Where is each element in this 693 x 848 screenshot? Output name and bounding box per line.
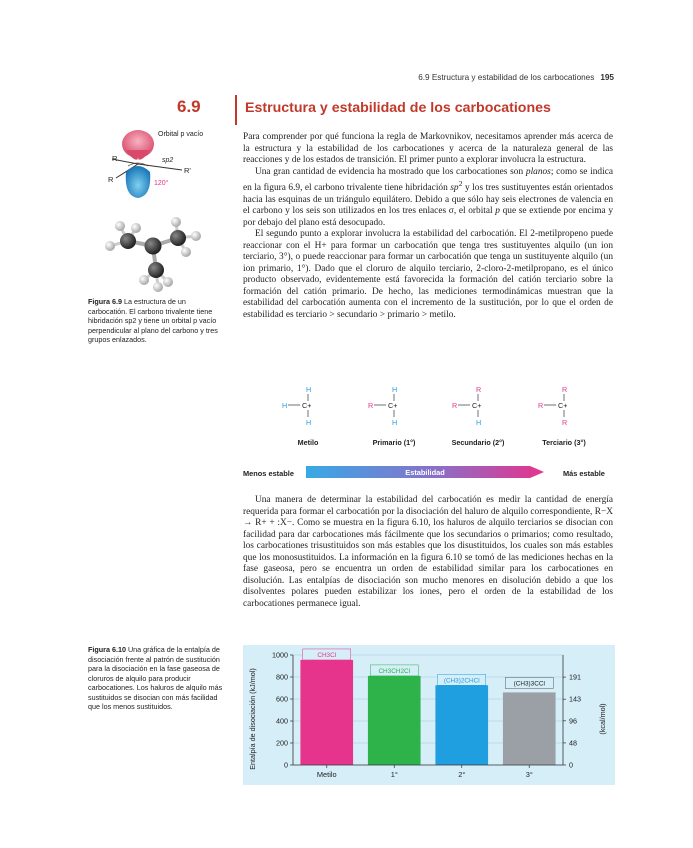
y-tick-label-right: 96: [569, 716, 577, 726]
methyl-left-sub: H: [282, 401, 288, 410]
figure-6-10-caption: [88, 645, 228, 712]
y-tick-label-left: 800: [276, 672, 288, 682]
x-tick-label-0: Metilo: [316, 770, 337, 779]
primary-label: Primario (1°): [372, 438, 416, 447]
tertiary-bottom-sub: R: [562, 418, 568, 427]
figure-6-9-text: La estructura de un carbocatión. El carbono trivalente tiene hibridación sp2 y tiene un orbital p vacío perpendicular al plano del carbono y tres grupos enlazados.: [88, 297, 218, 344]
x-tick-label-1: 1°: [390, 770, 398, 779]
x-tick-label-2: 2°: [458, 770, 466, 779]
figure-6-9-title: Figura 6.9: [88, 297, 122, 306]
more-stable-label: Más estable: [563, 469, 605, 478]
methyl-center-carbon: C+: [302, 401, 312, 410]
p2-italic-sp: sp: [450, 183, 459, 194]
tertiary-center-carbon: C+: [558, 401, 568, 410]
figure-6-9-caption: [88, 297, 220, 345]
less-stable-label: Menos estable: [243, 469, 294, 478]
secondary-bottom-sub: H: [476, 418, 482, 427]
primary-left-sub: R: [368, 401, 374, 410]
carbocation-methyl: [282, 385, 311, 427]
body-text-top: [243, 132, 613, 321]
y-axis-label-right: (kcal/mol): [598, 703, 607, 735]
y-tick-label-left: 0: [284, 760, 288, 770]
bar-label-1: CH3CH2Cl: [378, 667, 411, 675]
primary-center-carbon: C+: [388, 401, 398, 410]
figure-6-9-orbital-diagram: [98, 126, 210, 296]
carbocation-tertiary: [538, 385, 567, 427]
sp2-label: sp2: [162, 157, 174, 164]
p2-italic-p: p: [495, 206, 500, 217]
y-tick-label-right: 0: [569, 760, 573, 770]
carbocation-secondary: [452, 385, 481, 427]
figure-6-10-text: Una gráfica de la entalpía de disociación frente al patrón de sustitución para la disociación en la fase gaseosa de cloruros de alquilo para producir carbocationes. Los haluros de alquilo más sustituidos se disocian con más facilidad que los menos sustituidos.: [88, 645, 223, 711]
primary-top-sub: H: [392, 385, 398, 394]
orbital-label: Orbital p vacío: [158, 131, 204, 138]
y-tick-label-left: 400: [276, 716, 288, 726]
section-rule: [235, 95, 237, 125]
bar-1: [368, 676, 421, 765]
stability-label: Estabilidad: [405, 468, 445, 477]
figure-6-10-title: Figura 6.10: [88, 645, 126, 654]
bar-label-0: CH3Cl: [317, 651, 337, 659]
angle-label: 120°: [154, 180, 169, 187]
bar-0: [300, 660, 353, 765]
y-tick-label-left: 600: [276, 694, 288, 704]
p2-text-b: ; como se indica en la figura 6.9, el carbono trivalente tiene hibridación: [243, 166, 613, 194]
y-tick-label-right: 191: [569, 672, 581, 682]
x-tick-label-3: 3°: [525, 770, 533, 779]
secondary-top-sub: R: [476, 385, 482, 394]
section-number: 6.9: [177, 97, 201, 116]
chart-background: [243, 645, 615, 785]
p2-text-a: Una gran cantidad de evidencia ha mostrado que los carbocationes son: [255, 166, 526, 177]
y-tick-label-left: 200: [276, 738, 288, 748]
p-orbital-bottom-lobe: [126, 166, 151, 198]
paragraph-2: [243, 167, 613, 230]
ball-and-stick-model: [105, 217, 201, 292]
methyl-top-sub: H: [306, 385, 312, 394]
paragraph-4: Una manera de determinar la estabilidad del carbocatión es medir la cantidad de energía requerida para formar el carbocatión por la disociación del haluro de alquilo correspondiente, R−X → R+ + :X−. Como se muestra en la figura 6.10, los haluros de alquilo terciarios se disocian con facilidad para dar carbocationes más fácilmente que los secundarios o primarios; como resultado, los carbocationes trisustituidos son más estables que los disustituidos, los cuales son más estables que los monosustituidos. La información en la figura 6.10 se tomó de las mediciones hechas en la fase gaseosa, pero se encuentra un orden de estabilidad similar para los carbocationes en disolución. Las entalpías de disociación son mucho menores en disolución debido a que los disolventes polares pueden estabilizar los iones, pero el orden de la estabilidad de los carbocationes permanece igual.: [243, 495, 613, 609]
secondary-label: Secundario (2°): [451, 438, 505, 447]
y-axis-label-left: Entalpía de disociación (kJ/mol): [248, 668, 257, 770]
tertiary-top-sub: R: [562, 385, 568, 394]
y-tick-label-right: 48: [569, 738, 577, 748]
r-label-lower: R: [108, 175, 114, 184]
bar-label-3: (CH3)3CCl: [513, 680, 545, 688]
p2-text-d: que se extiende por encima y por debajo del plano está desocupado.: [243, 206, 614, 228]
p2-sup-2: 2: [458, 179, 463, 188]
paragraph-3: El segundo punto a explorar involucra la estabilidad del carbocatión. El 2-metilpropeno puede reaccionar con el H+ para formar un carbocatión que tenga tres sustituyentes alquilo (un ion terciario, 3°), o puede reaccionar para formar un carbocatión que tenga un sustituyente alquilo (un ion primario, 1°). Dado que el cloruro de alquilo terciario, 2-cloro-2-metilpropano, es el único producto observado, evidentemente está favorecida la formación del catión terciario sobre la formación del catión primario. De hecho, las mediciones termodinámicas muestran que la estabilidad del carbocatión aumenta con el incremento de la sustitución, por lo que el orden de estabilidad es terciario > secundario > primario > metilo.: [243, 229, 613, 320]
bar-3: [503, 692, 556, 765]
page-number: 195: [600, 73, 614, 82]
carbocation-primary: [368, 385, 397, 427]
carbon-plus-sign: +: [136, 157, 141, 164]
stability-arrow: [306, 463, 544, 481]
running-header: [384, 73, 614, 82]
secondary-center-carbon: C+: [472, 401, 482, 410]
bar-label-2: (CH3)2CHCl: [443, 677, 480, 685]
methyl-label: Metilo: [297, 438, 319, 447]
secondary-left-sub: R: [452, 401, 458, 410]
tertiary-left-sub: R: [538, 401, 544, 410]
body-text-bottom: [243, 495, 613, 610]
section-title: Estructura y estabilidad de los carbocationes: [245, 100, 551, 116]
bar-2: [435, 685, 488, 765]
r-prime-label: R': [184, 166, 191, 175]
tertiary-label: Terciario (3°): [542, 438, 586, 447]
r-label-upper: R: [112, 154, 118, 163]
paragraph-1: Para comprender por qué funciona la regla de Markovnikov, necesitamos aprender más acerca de la estructura y la estabilidad de los carbocationes y acerca de la naturaleza general de las reacciones y de los estados de transición. El primer punto a explorar involucra la estructura.: [243, 132, 613, 165]
primary-bottom-sub: H: [392, 418, 398, 427]
header-section-title: 6.9 Estructura y estabilidad de los carbocationes: [418, 73, 595, 82]
p2-text-c: y los tres sustituyentes están orientados hacia las esquinas de un triángulo equilátero. Debido a que sólo hay seis electrones de valencia en el carbono y los seis son utilizados en los tres enlaces σ, el orbital: [243, 183, 613, 217]
y-tick-label-left: 1000: [272, 650, 288, 660]
p2-italic-planos: planos: [525, 166, 551, 177]
methyl-bottom-sub: H: [306, 418, 312, 427]
y-tick-label-right: 143: [569, 694, 581, 704]
figure-6-10-bar-chart: [243, 645, 615, 785]
carbocation-structures: [240, 383, 620, 451]
